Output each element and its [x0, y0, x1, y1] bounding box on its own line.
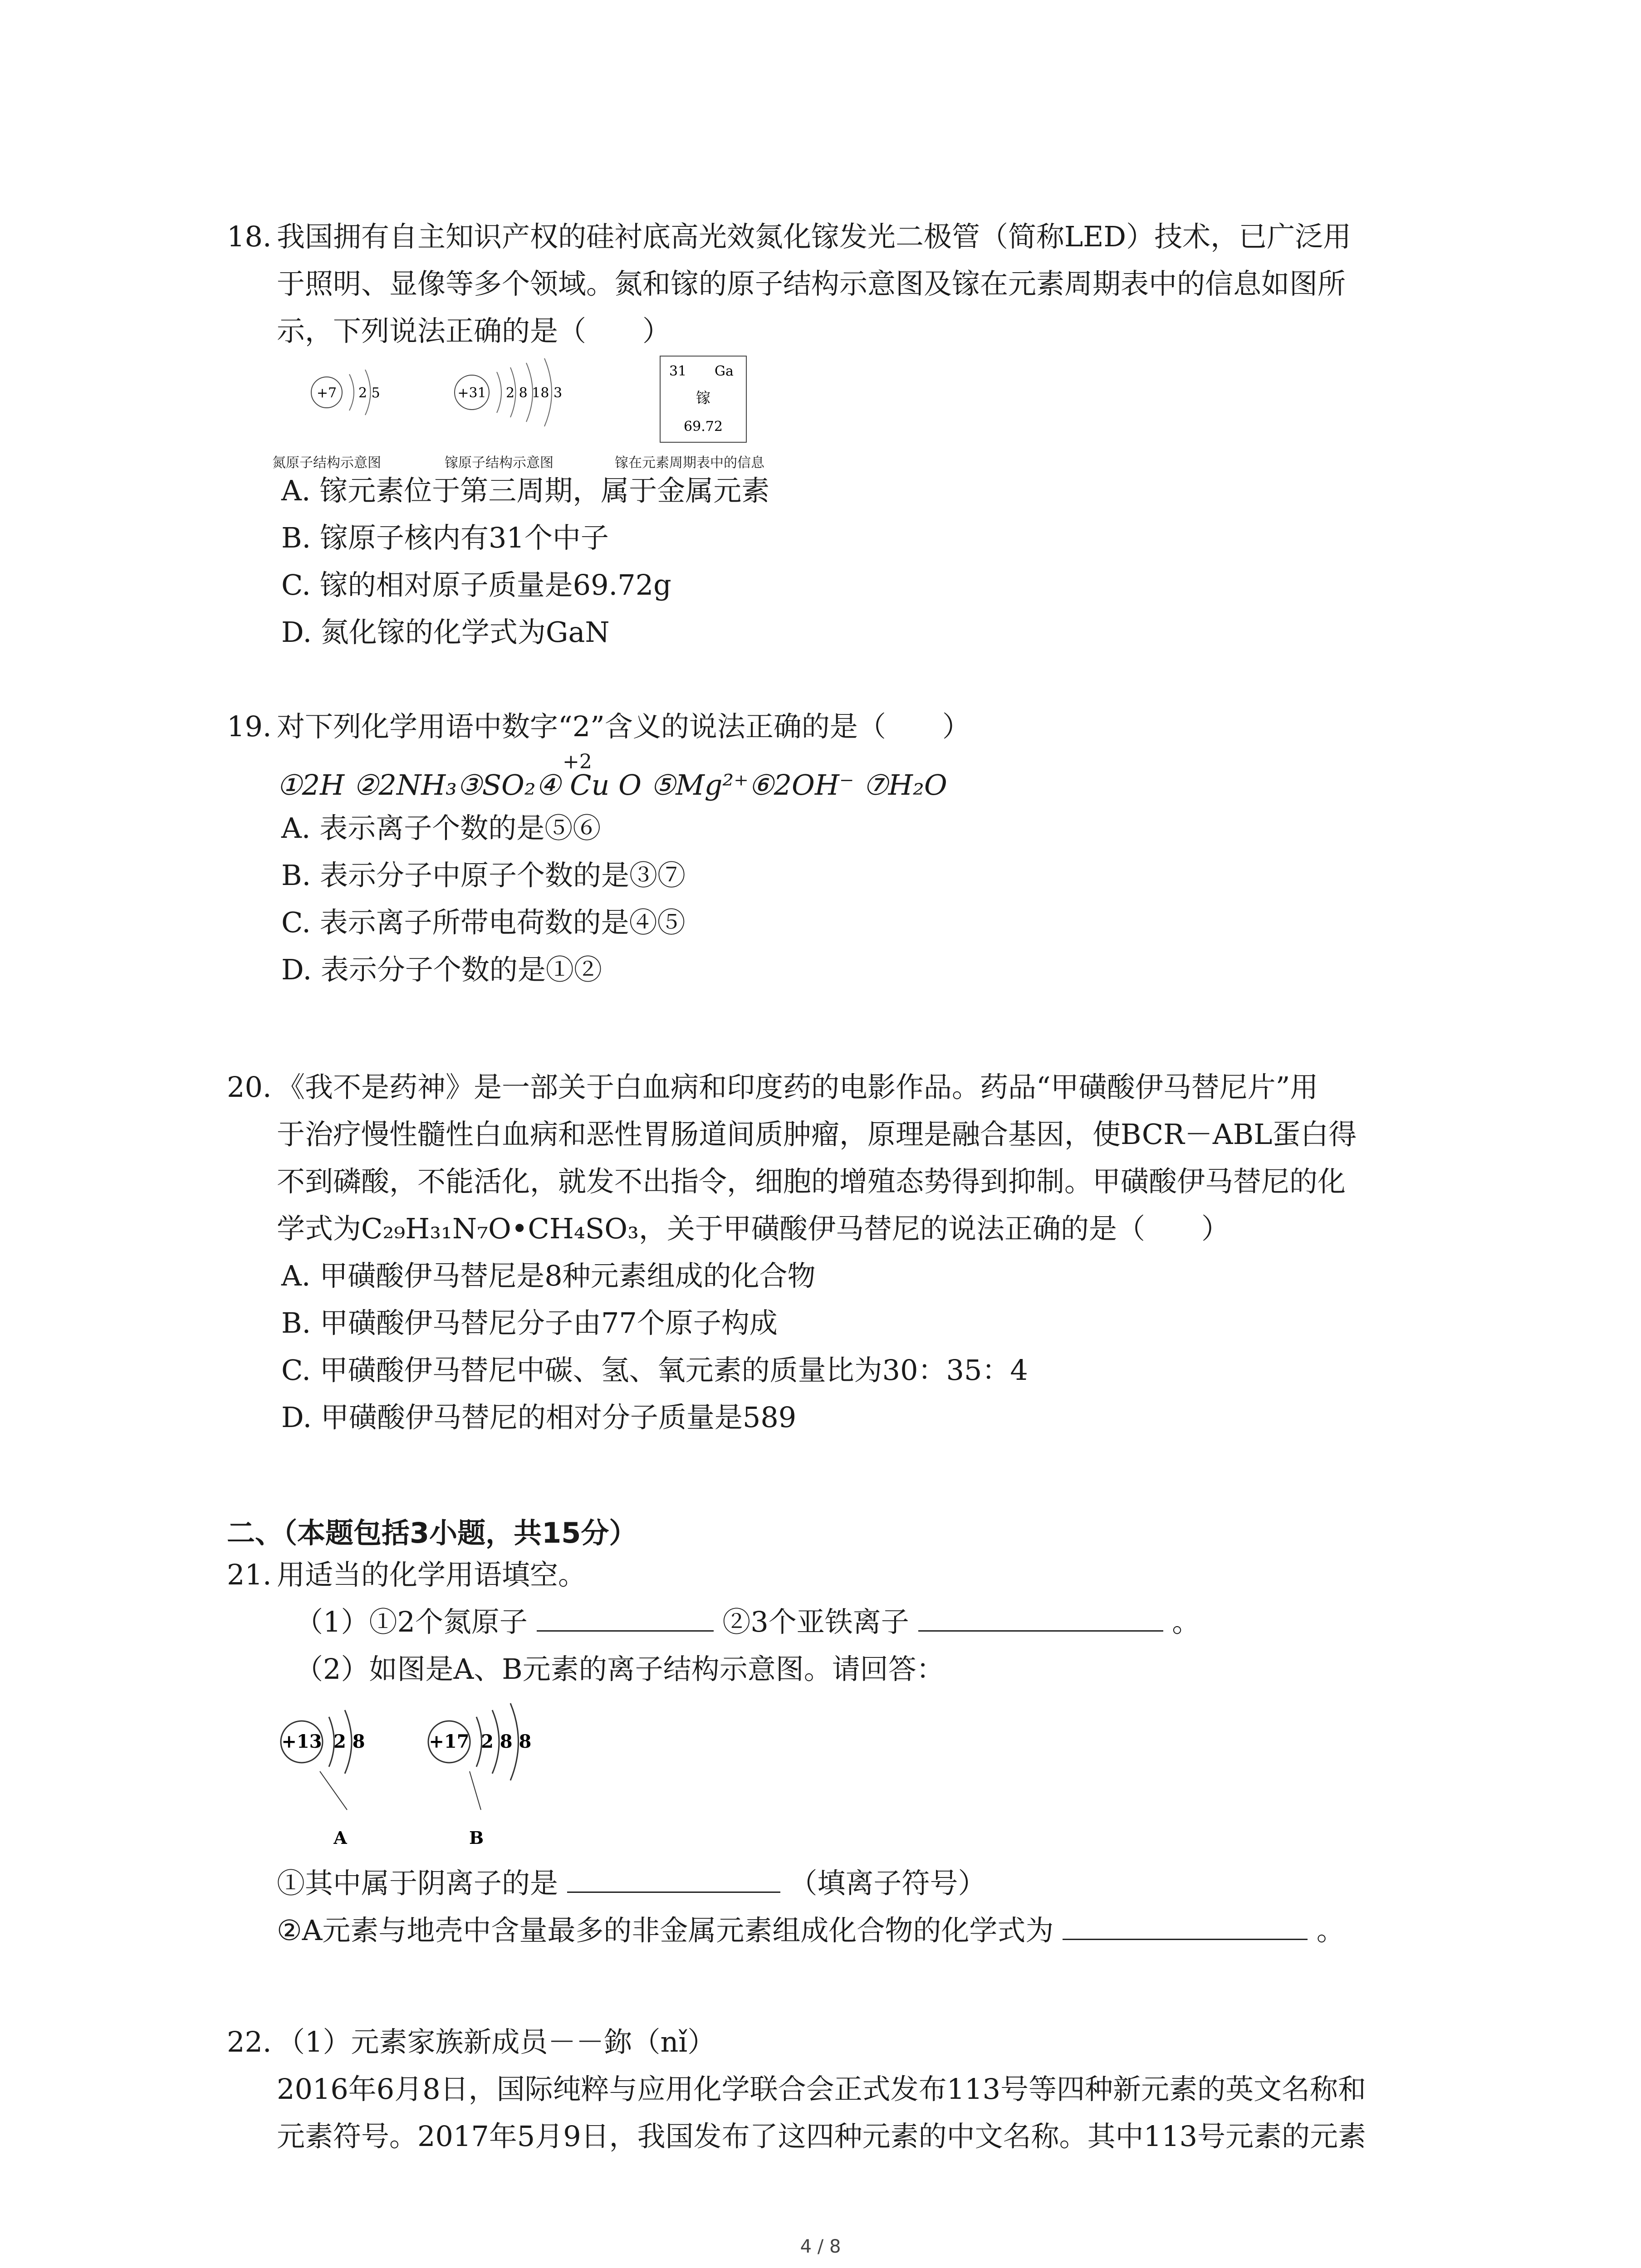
- option-d: D. 表示分子个数的是①②: [281, 953, 602, 986]
- question-number: 18.: [227, 220, 272, 253]
- option-b: B. 镓原子核内有31个中子: [281, 521, 609, 554]
- option-b: B. 表示分子中原子个数的是③⑦: [281, 859, 686, 892]
- answer-blank-ferrous-ions[interactable]: [918, 1603, 1163, 1632]
- part-1-prompt-b: ②3个亚铁离子: [722, 1605, 909, 1638]
- atomic-number: 31: [669, 363, 687, 379]
- question-text: 于治疗慢性髓性白血病和恶性胃肠道间质肿瘤，原理是融合基因，使BCR－ABL蛋白得: [277, 1118, 1357, 1151]
- question-number: 22.: [227, 2025, 272, 2058]
- electron-shells: 2 8 8: [481, 1731, 532, 1752]
- option-a: A. 表示离子个数的是⑤⑥: [281, 811, 601, 845]
- question-number: 19.: [227, 710, 272, 743]
- q18-options: [227, 467, 1452, 656]
- question-text: 对下列化学用语中数字“2”含义的说法正确的是（ ）: [277, 710, 970, 743]
- punctuation: 。: [1316, 1914, 1345, 1947]
- question-21: [227, 1551, 1452, 1693]
- nucleus-charge: +7: [316, 385, 337, 401]
- electron-shells: 2 8: [333, 1731, 365, 1752]
- nucleus-charge: +13: [281, 1731, 322, 1752]
- ion-label: B: [469, 1828, 484, 1848]
- option-a: A. 甲磺酸伊马替尼是8种元素组成的化合物: [281, 1259, 816, 1292]
- punctuation: 。: [1172, 1605, 1200, 1638]
- answer-blank-anion[interactable]: [567, 1864, 780, 1893]
- option-c: C. 甲磺酸伊马替尼中碳、氢、氧元素的质量比为30：35：4: [281, 1354, 1028, 1387]
- question-19: [227, 703, 1452, 993]
- question-text: （1）元素家族新成员－－鉨（nǐ）: [277, 2025, 716, 2058]
- question-text: 示，下列说法正确的是（ ）: [277, 314, 671, 347]
- q21-figure: [272, 1696, 635, 1860]
- question-text: 元素符号。2017年5月9日，我国发布了这四种元素的中文名称。其中113号元素的元素: [277, 2120, 1367, 2153]
- question-text: 我国拥有自主知识产权的硅衬底高光效氮化镓发光二极管（简称LED）技术，已广泛用: [277, 220, 1352, 253]
- option-c: C. 表示离子所带电荷数的是④⑤: [281, 906, 686, 939]
- atomic-mass: 69.72: [684, 419, 723, 435]
- answer-blank-nitrogen-atoms[interactable]: [537, 1603, 714, 1632]
- question-text: 《我不是药神》是一部关于白血病和印度药的电影作品。药品“甲磺酸伊马替尼片”用: [277, 1070, 1318, 1104]
- element-name: 镓: [696, 389, 711, 406]
- part-2-prompt: （2）如图是A、B元素的离子结构示意图。请回答：: [295, 1652, 945, 1686]
- q21-subquestions: [227, 1860, 1452, 1954]
- option-d: D. 甲磺酸伊马替尼的相对分子质量是589: [281, 1401, 797, 1434]
- question-text: 2016年6月8日，国际纯粹与应用化学联合会正式发布113号等四种新元素的英文名称和: [277, 2072, 1367, 2106]
- gallium-atom-diagram: [455, 358, 562, 426]
- formula-line: ①2H ②2NH₃③SO₂④ Cu O ⑤Mg²⁺⑥2OH⁻ ⑦H₂O: [277, 768, 947, 802]
- answer-blank-formula[interactable]: [1063, 1911, 1308, 1940]
- figure-caption: 镓在元素周期表中的信息: [615, 455, 764, 471]
- question-number: 20.: [227, 1070, 272, 1104]
- question-text: 学式为C₂₉H₃₁N₇O•CH₄SO₃，关于甲磺酸伊马替尼的说法正确的是（ ）: [277, 1212, 1230, 1245]
- question-22: [227, 2019, 1452, 2160]
- section-heading: 二、（本题包括3小题，共15分）: [227, 1516, 637, 1549]
- option-c: C. 镓的相对原子质量是69.72g: [281, 568, 671, 601]
- electron-shells: 2 5: [358, 385, 380, 401]
- question-text: 用适当的化学用语填空。: [277, 1558, 587, 1591]
- option-a: A. 镓元素位于第三周期，属于金属元素: [281, 474, 770, 507]
- figure-caption: 镓原子结构示意图: [445, 455, 554, 471]
- nucleus-charge: +17: [429, 1731, 470, 1752]
- ion-b-diagram: [428, 1703, 531, 1848]
- page-number: 4 / 8: [800, 2236, 841, 2257]
- sub-question-1-note: （填离子符号）: [789, 1867, 986, 1900]
- question-text: 于照明、显像等多个领域。氮和镓的原子结构示意图及镓在元素周期表中的信息如图所: [277, 267, 1346, 300]
- question-18: [227, 213, 1452, 355]
- sub-question-2-prompt: ②A元素与地壳中含量最多的非金属元素组成化合物的化学式为: [277, 1914, 1054, 1947]
- option-d: D. 氮化镓的化学式为GaN: [281, 616, 610, 649]
- periodic-table-cell: [660, 356, 746, 442]
- figure-caption: 氮原子结构示意图: [272, 455, 381, 471]
- nitrogen-atom-diagram: [311, 370, 380, 415]
- ion-label: A: [333, 1828, 347, 1848]
- option-b: B. 甲磺酸伊马替尼分子由77个原子构成: [281, 1306, 778, 1339]
- question-20: [227, 1064, 1452, 1441]
- nucleus-charge: +31: [457, 385, 486, 401]
- sub-question-1-prompt: ①其中属于阴离子的是: [277, 1867, 558, 1900]
- electron-shells: 2 8 18 3: [506, 385, 563, 401]
- oxidation-state: +2: [563, 750, 592, 773]
- part-1-prompt-a: （1）①2个氮原子: [295, 1605, 528, 1638]
- question-text: 不到磷酸，不能活化，就发不出指令，细胞的增殖态势得到抑制。甲磺酸伊马替尼的化: [277, 1165, 1346, 1198]
- ion-a-diagram: [281, 1710, 365, 1848]
- element-symbol: Ga: [715, 363, 734, 379]
- question-number: 21.: [227, 1558, 272, 1591]
